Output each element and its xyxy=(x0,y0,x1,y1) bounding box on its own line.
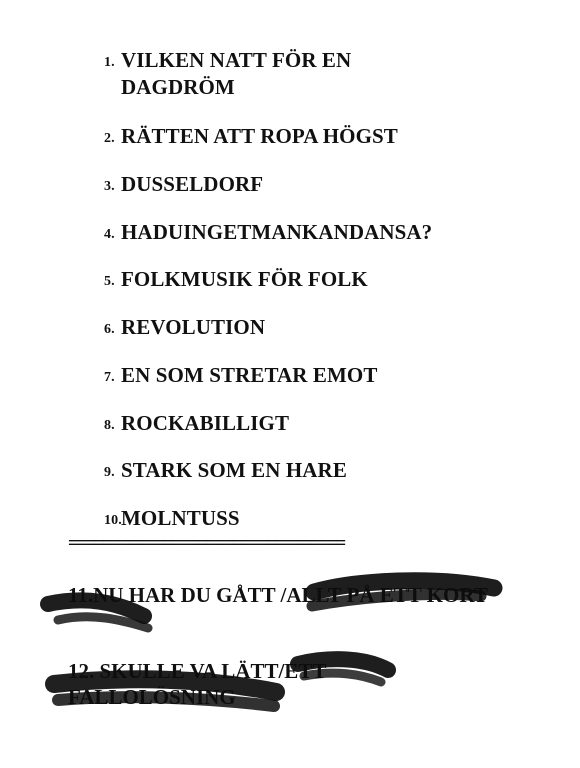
setlist-item xyxy=(104,47,421,101)
item-title: RÄTTEN ATT ROPA HÖGST xyxy=(121,124,398,148)
setlist-item xyxy=(104,266,368,295)
item-title: ROCKABILLIGT xyxy=(121,411,290,435)
setlist-item xyxy=(104,362,377,391)
item-title: EN SOM STRETAR EMOT xyxy=(121,363,378,387)
item-number: 9. xyxy=(104,465,115,480)
extra-item: 12. SKULLE VA LÄTT/ETT FALLOLÖSNING xyxy=(68,659,326,709)
setlist-item xyxy=(104,219,432,248)
item-number: 10. xyxy=(104,513,122,528)
item-number: 6. xyxy=(104,322,115,337)
item-title: FOLKMUSIK FÖR FOLK xyxy=(121,267,368,291)
setlist-item xyxy=(104,123,398,152)
item-title: MOLNTUSS xyxy=(121,506,240,530)
extra-item: 11.NU HAR DU GÅTT /ALLT PÅ ETT KORT xyxy=(68,583,488,607)
setlist-item xyxy=(104,457,347,486)
setlist-item xyxy=(104,505,240,534)
setlist-item xyxy=(104,410,289,439)
item-number: 1. xyxy=(104,55,115,70)
item-title: HADUINGETMANKANDANSA? xyxy=(121,220,433,244)
section-divider: ================================ xyxy=(68,533,345,554)
item-number: 4. xyxy=(104,227,115,242)
item-title: STARK SOM EN HARE xyxy=(121,458,347,482)
item-title: REVOLUTION xyxy=(121,315,266,339)
item-number: 3. xyxy=(104,179,115,194)
item-number: 5. xyxy=(104,274,115,289)
item-title: DUSSELDORF xyxy=(121,172,264,196)
item-number: 7. xyxy=(104,370,115,385)
setlist-item xyxy=(104,314,265,343)
item-number: 2. xyxy=(104,131,115,146)
item-title: VILKEN NATT FÖR EN DAGDRÖM xyxy=(121,48,352,99)
setlist-item xyxy=(104,171,263,200)
item-number: 8. xyxy=(104,418,115,433)
